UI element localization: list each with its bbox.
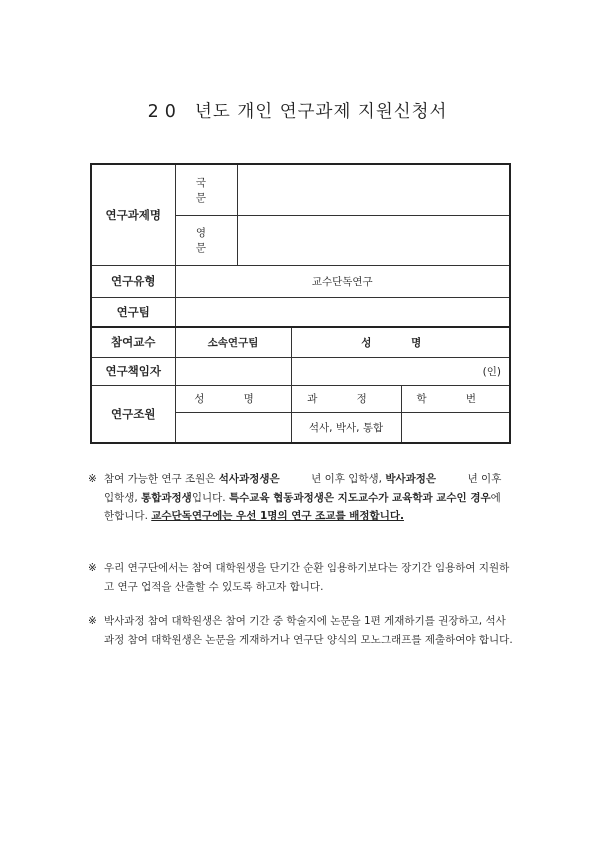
- note-bold: 통합과정생: [141, 491, 192, 504]
- member-name-header: 성 명: [175, 385, 291, 412]
- note-1: [88, 470, 513, 526]
- research-member-label: 연구조원: [91, 385, 175, 443]
- note-mark: ※: [88, 562, 97, 574]
- research-team-field[interactable]: [175, 297, 510, 327]
- application-form-table: [90, 163, 511, 444]
- note-bold: 박사과정은: [385, 473, 437, 485]
- note-bold: 특수교육 협동과정생은 지도교수가 교육학과 교수인 경우: [228, 491, 491, 504]
- note-3: [88, 612, 513, 649]
- note-mark: ※: [88, 473, 97, 485]
- pi-seal[interactable]: (인): [291, 357, 510, 385]
- note-text: 우리 연구단에서는 참여 대학원생을 단기간 순환 임용하기보다는 장기간 임용하여 지원하고 연구 업적을 산출할 수 있도록 하고자 합니다.: [104, 562, 510, 593]
- korean-title-label: 국 문: [175, 164, 237, 215]
- title-year: 20: [147, 102, 182, 122]
- note-text: 에 한합니다.: [104, 491, 501, 522]
- research-type-label: 연구유형: [91, 265, 175, 297]
- note-text: 년 이후 입학생,: [279, 473, 386, 485]
- english-title-field[interactable]: [237, 215, 510, 265]
- principal-investigator-label: 연구책임자: [91, 357, 175, 385]
- note-2: [88, 559, 513, 596]
- member-course-header: 과 정: [291, 385, 401, 412]
- page-title: [0, 98, 595, 123]
- note-text: 참여 가능한 연구 조원은: [104, 473, 219, 485]
- pi-affiliation-field[interactable]: [175, 357, 291, 385]
- project-title-label: 연구과제명: [91, 164, 175, 265]
- research-type-value: 교수단독연구: [175, 265, 510, 297]
- member-course-options[interactable]: 석사, 박사, 통합: [291, 412, 401, 443]
- member-id-field[interactable]: [401, 412, 510, 443]
- note-text: 년 이후 입학생,: [104, 473, 502, 504]
- affiliation-header: 소속연구팀: [175, 327, 291, 357]
- member-id-header: 학 번: [401, 385, 510, 412]
- note-text: 박사과정 참여 대학원생은 참여 기간 중 학술지에 논문을 1편 게재하기를 권장하고, 석사과정 참여 대학원생은 논문을 게재하거나 연구단 양식의 모노그래프를 제출하여야 합니다.: [104, 615, 513, 646]
- note-bold-underlined: 교수단독연구에는 우선 1명의 연구 조교를 배정합니다.: [151, 510, 404, 522]
- note-text: 입니다.: [191, 491, 229, 504]
- member-name-field[interactable]: [175, 412, 291, 443]
- title-text: 년도 개인 연구과제 지원신청서: [194, 102, 448, 122]
- research-team-label: 연구팀: [91, 297, 175, 327]
- note-bold: 석사과정생은: [218, 473, 280, 485]
- note-mark: ※: [88, 615, 97, 627]
- professor-label: 참여교수: [91, 327, 175, 357]
- name-header: 성 명: [291, 327, 510, 357]
- english-title-label: 영 문: [175, 215, 237, 265]
- korean-title-field[interactable]: [237, 164, 510, 215]
